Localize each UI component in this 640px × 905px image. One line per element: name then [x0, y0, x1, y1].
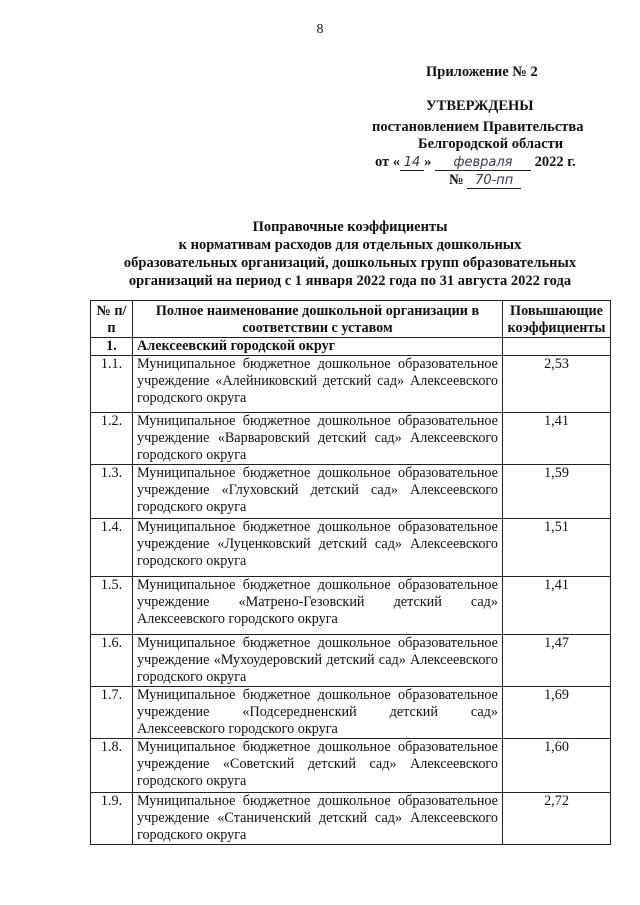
page-number: 8: [316, 22, 324, 37]
district-value: [503, 338, 611, 356]
row-value: 1,47: [503, 635, 611, 687]
table-row: [91, 413, 611, 465]
title-line-2: к нормативам расходов для отдельных дошкольных: [178, 237, 522, 253]
appendix-label: Приложение № 2: [426, 64, 538, 80]
date-month: февраля: [435, 156, 531, 171]
document-title: [90, 218, 610, 290]
header-num: № п/п: [91, 301, 133, 338]
row-name: Муниципальное бюджетное дошкольное образовательное учреждение «Глуховский детский сад» Алексеевского городского округа: [133, 465, 503, 519]
approval-number: [449, 172, 521, 189]
district-name: Алексеевский городской округ: [133, 338, 503, 356]
row-num: 1.7.: [91, 687, 133, 739]
district-row: [91, 338, 611, 356]
number-value: 70-пп: [467, 174, 521, 189]
row-value: 1,41: [503, 413, 611, 465]
row-value: 1,60: [503, 739, 611, 793]
row-num: 1.5.: [91, 577, 133, 635]
row-name: Муниципальное бюджетное дошкольное образовательное учреждение «Подсередненский детский сад» Алексеевского городского округа: [133, 687, 503, 739]
table-row: [91, 635, 611, 687]
row-num: 1.9.: [91, 793, 133, 845]
row-num: 1.4.: [91, 519, 133, 577]
header-coef: Повышающие коэффициенты: [503, 301, 611, 338]
district-num: 1.: [91, 338, 133, 356]
title-line-1: Поправочные коэффициенты: [252, 219, 448, 235]
row-num: 1.6.: [91, 635, 133, 687]
date-day: 14: [400, 156, 424, 171]
approval-line-2: Белгородской области: [418, 136, 564, 152]
table-row: [91, 577, 611, 635]
row-value: 2,53: [503, 356, 611, 413]
row-name: Муниципальное бюджетное дошкольное образовательное учреждение «Советский детский сад» Алексеевского городского округа: [133, 739, 503, 793]
title-line-4: организаций на период с 1 января 2022 года по 31 августа 2022 года: [128, 273, 572, 289]
row-name: Муниципальное бюджетное дошкольное образовательное учреждение «Луценковский детский сад» Алексеевского городского округа: [133, 519, 503, 577]
row-value: 1,59: [503, 465, 611, 519]
table-row: [91, 687, 611, 739]
table-row: [91, 519, 611, 577]
row-value: 1,51: [503, 519, 611, 577]
row-num: 1.8.: [91, 739, 133, 793]
table-row: [91, 356, 611, 413]
date-mid: »: [424, 154, 432, 170]
row-num: 1.2.: [91, 413, 133, 465]
table-row: [91, 793, 611, 845]
approved-heading: УТВЕРЖДЕНЫ: [426, 98, 534, 114]
row-num: 1.3.: [91, 465, 133, 519]
row-value: 1,41: [503, 577, 611, 635]
table-header-row: [91, 301, 611, 338]
row-name: Муниципальное бюджетное дошкольное образовательное учреждение «Алейниковский детский сад» Алексеевского городского округа: [133, 356, 503, 413]
title-line-3: образовательных организаций, дошкольных групп образовательных: [123, 255, 577, 271]
approval-date: [375, 154, 576, 171]
row-name: Муниципальное бюджетное дошкольное образовательное учреждение «Матрено-Гезовский детский сад» Алексеевского городского округа: [133, 577, 503, 635]
row-name: Муниципальное бюджетное дошкольное образовательное учреждение «Мухоудеровский детский сад» Алексеевского городского округа: [133, 635, 503, 687]
table-row: [91, 465, 611, 519]
row-name: Муниципальное бюджетное дошкольное образовательное учреждение «Станиченский детский сад» Алексеевского городского округа: [133, 793, 503, 845]
number-prefix: №: [449, 172, 464, 188]
row-num: 1.1.: [91, 356, 133, 413]
row-value: 1,69: [503, 687, 611, 739]
row-value: 2,72: [503, 793, 611, 845]
row-name: Муниципальное бюджетное дошкольное образовательное учреждение «Варваровский детский сад» Алексеевского городского округа: [133, 413, 503, 465]
date-prefix: от «: [375, 154, 401, 170]
date-year: 2022 г.: [534, 154, 576, 170]
coefficients-table: [90, 300, 611, 845]
header-name: Полное наименование дошкольной организации в соответствии с уставом: [133, 301, 503, 338]
table-row: [91, 739, 611, 793]
approval-line-1: постановлением Правительства: [372, 119, 584, 135]
